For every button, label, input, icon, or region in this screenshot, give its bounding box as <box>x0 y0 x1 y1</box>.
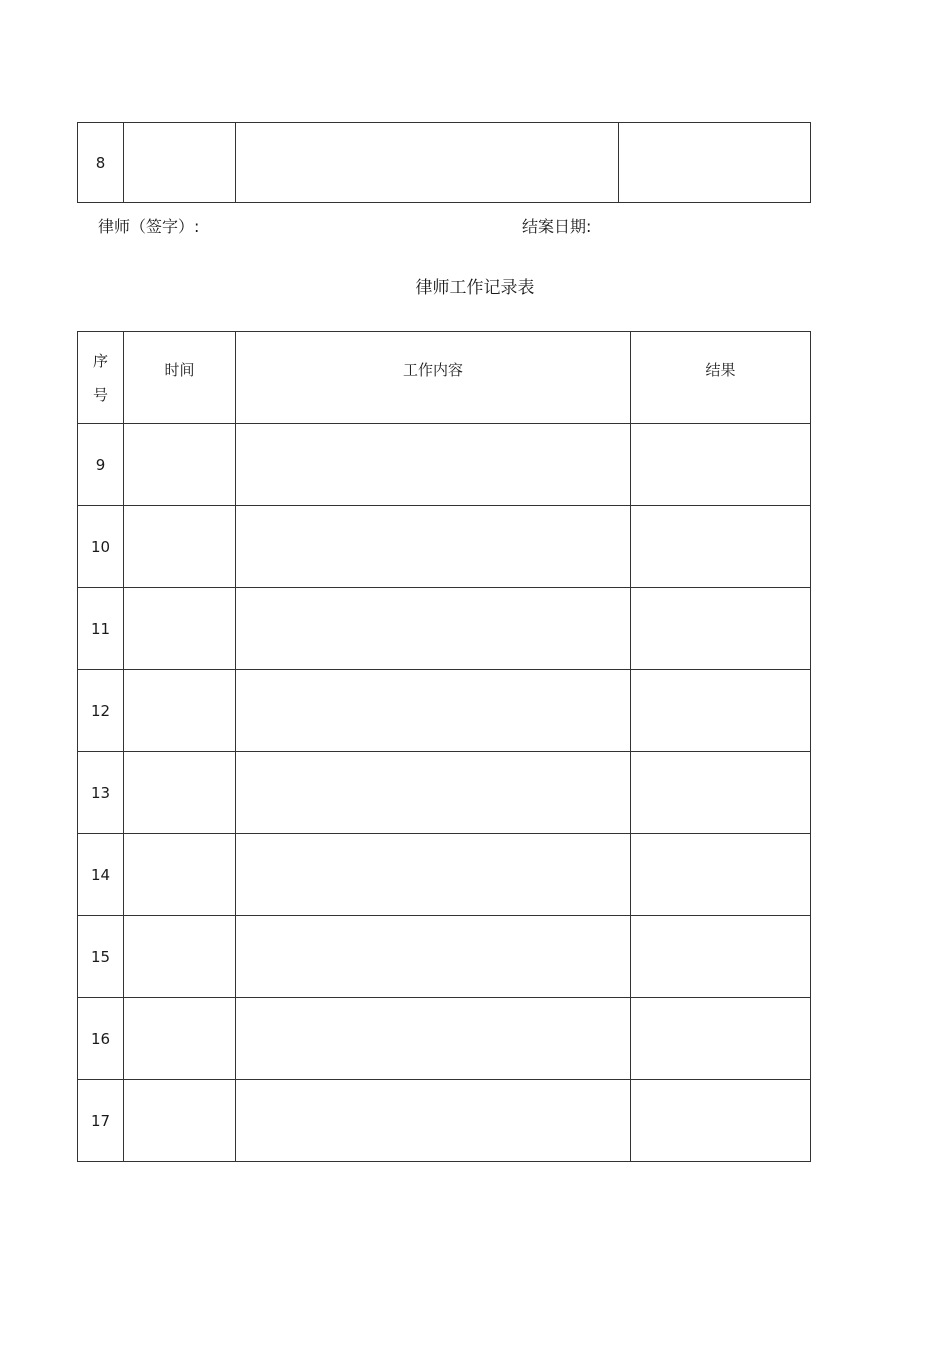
seq-cell: 8 <box>78 123 124 203</box>
content-cell[interactable] <box>236 752 631 834</box>
table-row <box>78 752 811 834</box>
content-cell[interactable] <box>236 1080 631 1162</box>
result-cell[interactable] <box>631 1080 811 1162</box>
content-cell[interactable] <box>236 998 631 1080</box>
time-cell[interactable] <box>124 998 236 1080</box>
seq-cell: 16 <box>78 998 124 1080</box>
result-cell[interactable] <box>631 670 811 752</box>
time-cell[interactable] <box>124 1080 236 1162</box>
header-result: 结果 <box>631 332 811 424</box>
table-row <box>78 1080 811 1162</box>
time-cell[interactable] <box>124 123 236 203</box>
header-seq-line2: 号 <box>92 385 108 404</box>
seq-cell: 13 <box>78 752 124 834</box>
content-cell[interactable] <box>236 506 631 588</box>
seq-cell: 14 <box>78 834 124 916</box>
work-log-table <box>77 331 811 1162</box>
seq-cell: 12 <box>78 670 124 752</box>
table-row <box>78 670 811 752</box>
content-cell[interactable] <box>236 424 631 506</box>
time-cell[interactable] <box>124 916 236 998</box>
header-content: 工作内容 <box>236 332 631 424</box>
time-cell[interactable] <box>124 834 236 916</box>
seq-cell: 11 <box>78 588 124 670</box>
result-cell[interactable] <box>619 123 811 203</box>
result-cell[interactable] <box>631 424 811 506</box>
result-cell[interactable] <box>631 588 811 670</box>
time-cell[interactable] <box>124 752 236 834</box>
table-row <box>78 506 811 588</box>
result-cell[interactable] <box>631 752 811 834</box>
result-cell[interactable] <box>631 998 811 1080</box>
time-cell[interactable] <box>124 506 236 588</box>
lawyer-signature-label: 律师（签字）: <box>98 217 200 236</box>
seq-cell: 9 <box>78 424 124 506</box>
content-cell[interactable] <box>236 834 631 916</box>
table-row <box>78 916 811 998</box>
seq-cell: 10 <box>78 506 124 588</box>
header-seq <box>78 332 124 424</box>
close-date-label: 结案日期: <box>522 217 592 236</box>
content-cell[interactable] <box>236 670 631 752</box>
result-cell[interactable] <box>631 916 811 998</box>
content-cell[interactable] <box>236 916 631 998</box>
table-header-row <box>78 332 811 424</box>
result-cell[interactable] <box>631 506 811 588</box>
content-cell[interactable] <box>236 588 631 670</box>
table-row <box>78 424 811 506</box>
time-cell[interactable] <box>124 424 236 506</box>
table-row <box>78 123 811 203</box>
result-cell[interactable] <box>631 834 811 916</box>
table-row <box>78 834 811 916</box>
previous-record-table <box>77 122 811 203</box>
page-title: 律师工作记录表 <box>415 278 535 298</box>
header-time: 时间 <box>124 332 236 424</box>
header-seq-line1: 序 <box>92 351 108 370</box>
time-cell[interactable] <box>124 588 236 670</box>
content-cell[interactable] <box>236 123 619 203</box>
table-row <box>78 588 811 670</box>
table-row <box>78 998 811 1080</box>
time-cell[interactable] <box>124 670 236 752</box>
seq-cell: 17 <box>78 1080 124 1162</box>
seq-cell: 15 <box>78 916 124 998</box>
